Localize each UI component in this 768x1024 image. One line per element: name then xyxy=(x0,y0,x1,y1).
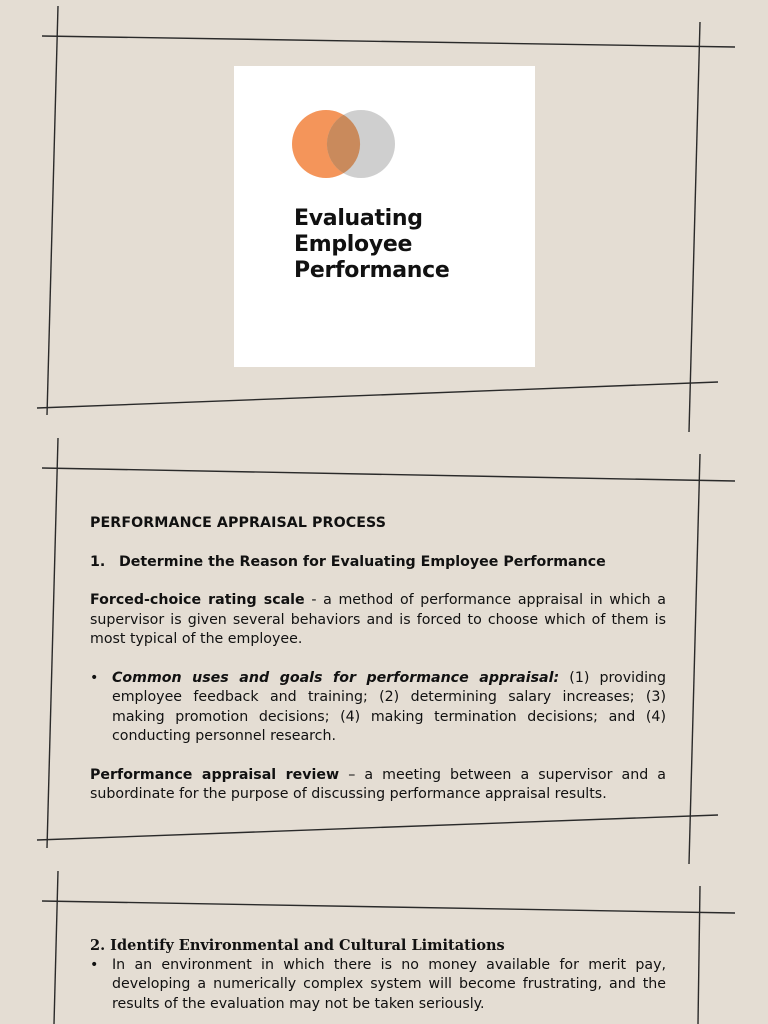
section-heading: PERFORMANCE APPRAISAL PROCESS xyxy=(90,515,387,531)
step-number: 1. xyxy=(90,553,106,570)
overlapping-circles-logo xyxy=(292,108,402,184)
merit-pay-text: In an environment in which there is no money available for merit pay, developing a numerically complex system will become frustrating, and the results of the evaluation may not be taken seriously. xyxy=(112,956,666,1012)
appraisal-review-text: – a meeting between a supervisor and a subordinate for the purpose of discussing performance appraisal results. xyxy=(90,766,666,802)
uses-goals-lead: Common uses and goals for performance appraisal: xyxy=(112,669,560,686)
uses-goals-text: (1) providing employee feedback and training; (2) determining salary increases; (3) making promotion decisions; (4) making termination decisions; and (4) conducting personnel research. xyxy=(112,669,667,744)
bullet-icon: • xyxy=(90,669,99,686)
cover-title-line-3: Performance xyxy=(294,258,450,283)
term-appraisal-review: Performance appraisal review xyxy=(90,766,340,783)
appraisal-process-slide xyxy=(90,514,666,805)
step-heading xyxy=(90,553,666,573)
bullet-icon: • xyxy=(90,956,99,973)
cover-title-line-1: Evaluating xyxy=(294,206,423,231)
cover-title xyxy=(294,206,450,284)
step-title: Determine the Reason for Evaluating Employee Performance xyxy=(119,553,606,570)
cover-title-line-2: Employee xyxy=(294,232,413,257)
step-2-heading: 2. Identify Environmental and Cultural Limitations xyxy=(90,937,505,954)
forced-choice-text: - a method of performance appraisal in which a supervisor is given several behaviors and is forced to choose which of them is most typical of the employee. xyxy=(90,592,666,647)
environmental-limitations-slide xyxy=(90,936,666,1014)
term-forced-choice: Forced-choice rating scale xyxy=(90,592,305,608)
cover-card xyxy=(234,66,535,367)
appraisal-review-definition xyxy=(90,766,666,805)
merit-pay-bullet xyxy=(90,956,666,1015)
uses-goals-bullet xyxy=(90,669,666,747)
forced-choice-definition xyxy=(90,591,666,650)
